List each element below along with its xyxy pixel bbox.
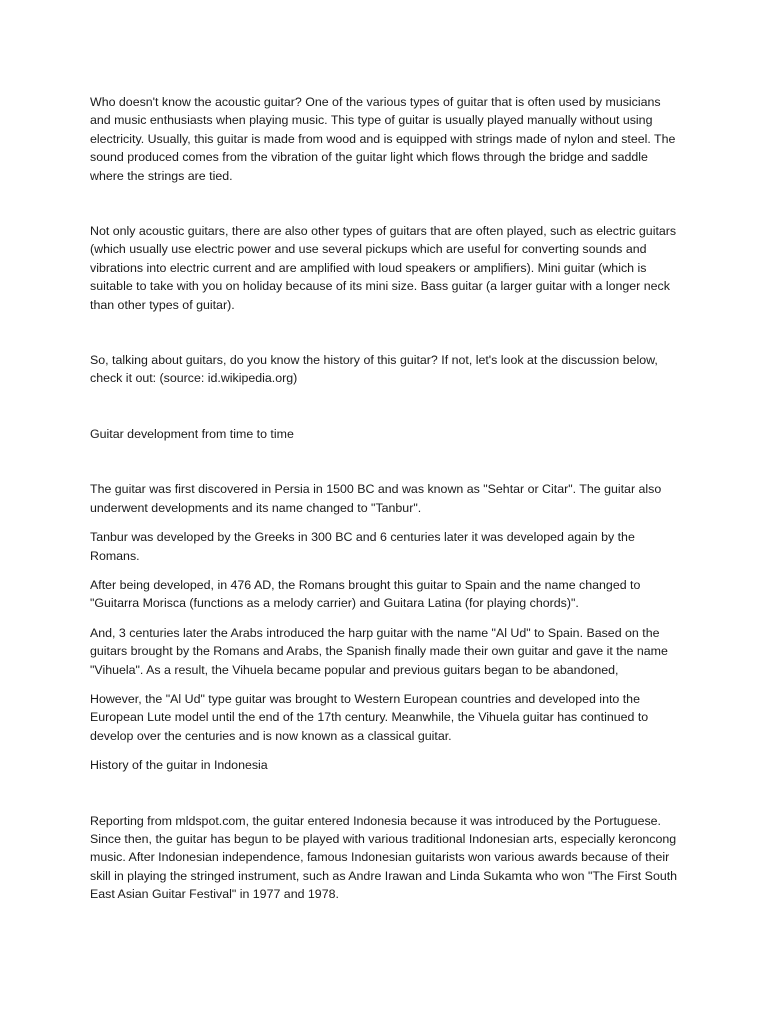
paragraph-persia-origin: The guitar was first discovered in Persia in 1500 BC and was known as "Sehtar or Citar". The guitar also underwent developments and its name changed to "Tanbur". bbox=[90, 482, 662, 515]
section-heading-indonesia: History of the guitar in Indonesia bbox=[90, 758, 268, 773]
paragraph-acoustic-guitar: Who doesn't know the acoustic guitar? One of the various types of guitar that is often used by musicians and music enthusiasts when playing music. This type of guitar is usually played manually without using electricity. Usually, this guitar is made from wood and is equipped with strings made of nylon and steel. The sound produced comes from the vibration of the guitar light which flows through the bridge and saddle where the strings are tied. bbox=[90, 95, 676, 183]
paragraph-spain: After being developed, in 476 AD, the Romans brought this guitar to Spain and the name changed to "Guitarra Morisca (functions as a melody carrier) and Guitara Latina (for playing chords)". bbox=[90, 577, 641, 611]
paragraph-history-intro: So, talking about guitars, do you know the history of this guitar? If not, let's look at the discussion below, check it out: (source: id.wikipedia.org) bbox=[90, 353, 658, 386]
section-heading-development: Guitar development from time to time bbox=[90, 426, 294, 441]
document-body bbox=[90, 93, 680, 904]
paragraph-european-lute: However, the "Al Ud" type guitar was brought to Western European countries and developed into the European Lute model until the end of the 17th century. Meanwhile, the Vihuela guitar has continued to develop over the centuries and is now known as a classical guitar. bbox=[90, 691, 649, 743]
paragraph-other-guitar-types: Not only acoustic guitars, there are also other types of guitars that are often played, such as electric guitars (which usually use electric power and use several pickups which are useful for converting sounds and vibrations into electric current and are amplified with loud speakers or amplifiers). Mini guitar (which is suitable to take with you on holiday because of its mini size. Bass guitar (a larger guitar with a longer neck than other types of guitar). bbox=[90, 224, 677, 312]
paragraph-tanbur: Tanbur was developed by the Greeks in 300 BC and 6 centuries later it was developed again by the Romans. bbox=[90, 530, 635, 563]
paragraph-al-ud-vihuela: And, 3 centuries later the Arabs introduced the harp guitar with the name "Al Ud" to Spain. Based on the guitars brought by the Romans and Arabs, the Spanish finally made their own guitar and gave it the name "Vihuela". As a result, the Vihuela became popular and previous guitars began to be abandoned, bbox=[90, 625, 668, 677]
paragraph-indonesia: Reporting from mldspot.com, the guitar entered Indonesia because it was introduced by the Portuguese. Since then, the guitar has begun to be played with various traditional Indonesian arts, especially keroncong music. After Indonesian independence, famous Indonesian guitarists won various awards because of their skill in playing the stringed instrument, such as Andre Irawan and Linda Sukamta who won "The First South East Asian Guitar Festival" in 1977 and 1978. bbox=[90, 813, 678, 902]
